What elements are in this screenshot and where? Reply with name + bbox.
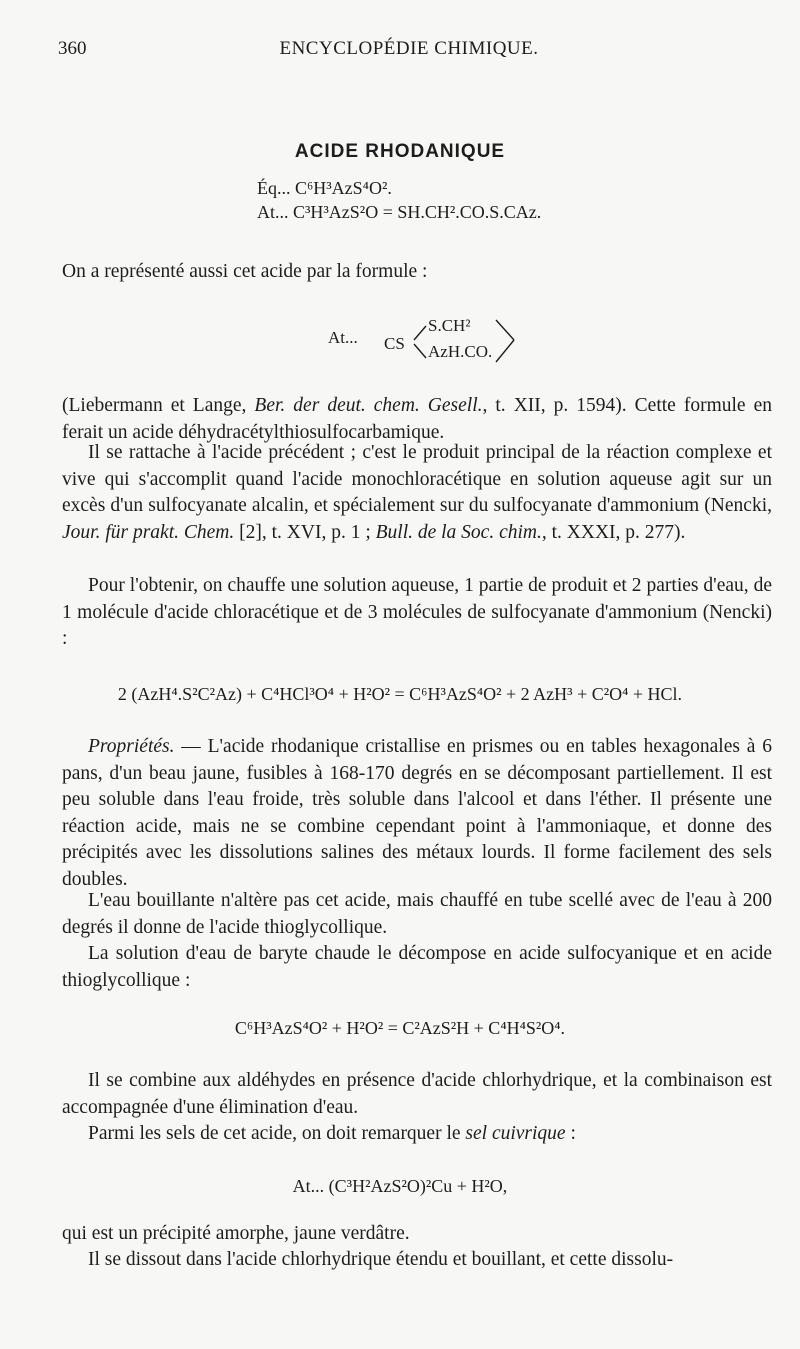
ref-rest: , t. XII, p. 1594). Cette formule en ferait un acide déhydracétylthiosulfocarbamique. — [62, 395, 772, 443]
dissolution-text: Il se dissout dans l'acide chlorhydrique étendu et bouillant, et cette dissolu- — [88, 1249, 674, 1270]
salts-colon: : — [565, 1123, 576, 1144]
preparation-text: Pour l'obtenir, on chauffe une solution aqueuse, 1 partie de produit et 2 parties d'eau, de 1 molécule d'acide chloracétique et de 3 molécules de sulfocyanate d'ammonium (Nencki) : — [62, 575, 772, 650]
precipitate-text: qui est un précipité amorphe, jaune verdâtre. — [62, 1223, 410, 1244]
section-title: ACIDE RHODANIQUE — [294, 141, 506, 162]
equivalent-formula: Éq... C⁶H³AzS⁴O². — [257, 178, 392, 198]
paragraph-baryta — [62, 941, 772, 994]
paragraph-dissolution — [62, 1247, 772, 1274]
paragraph-salts — [62, 1121, 772, 1148]
ref-journal: Ber. der deut. chem. Gesell. — [254, 395, 483, 416]
structure-core: CS — [384, 334, 405, 353]
running-title: ENCYCLOPÉDIE CHIMIQUE. — [279, 38, 539, 59]
atomic-formula: At... C³H³AzS²O = SH.CH².CO.S.CAz. — [257, 202, 542, 222]
structure-bonds — [328, 312, 528, 368]
intro-sentence: On a représenté aussi cet acide par la formule : — [62, 261, 428, 282]
origin-journal-1: Jour. für prakt. Chem. — [62, 521, 235, 543]
paragraph-properties — [62, 734, 772, 894]
paragraph-origin — [62, 440, 772, 546]
baryta-text: La solution d'eau de baryte chaude le décompose en acide sulfocyanique et en acide thioglycollique : — [62, 943, 772, 991]
reaction-equation-1: 2 (AzH⁴.S²C²Az) + C⁴HCl³O⁴ + H²O² = C⁶H³AzS⁴O² + 2 AzH³ + C²O⁴ + HCl. — [117, 684, 683, 704]
page-number: 360 — [58, 38, 87, 59]
reaction-equation-2: C⁶H³AzS⁴O² + H²O² = C²AzS²H + C⁴H⁴S²O⁴. — [234, 1018, 566, 1038]
origin-ref-2: , t. XXXI, p. 277). — [541, 521, 686, 543]
paragraph-boiling-water — [62, 888, 772, 941]
paragraph-precipitate — [62, 1221, 772, 1248]
ref-authors: (Liebermann et Lange, — [62, 395, 255, 416]
salts-text: Parmi les sels de cet acide, on doit remarquer le — [88, 1123, 466, 1144]
aldehydes-text: Il se combine aux aldéhydes en présence d'acide chlorhydrique, et la combinaison est accompagnée d'une élimination d'eau. — [62, 1070, 772, 1118]
structure-lower-branch: AzH.CO. — [428, 342, 493, 361]
properties-heading: Propriétés. — [88, 736, 175, 757]
salts-emphasis: sel cuivrique — [465, 1123, 566, 1144]
paragraph-aldehydes — [62, 1068, 772, 1121]
properties-text: — L'acide rhodanique cristallise en prismes ou en tables hexagonales à 6 pans, d'un beau jaune, fusibles à 168-170 degrés en se décomposant partiellement. Il est peu soluble dans l'eau froide, très soluble dans l'alcool et dans l'éther. Il présente une réaction acide, mais ne se combine cependant point à l'ammoniaque, et donne des précipités avec les dissolutions salines des métaux lourds. Il forme facilement des sels doubles. — [62, 736, 772, 890]
page-header — [58, 38, 760, 68]
structure-prefix: At... — [328, 328, 358, 347]
structure-upper-branch: S.CH² — [428, 316, 471, 335]
intro-text — [62, 259, 772, 286]
copper-salt-formula: At... (C³H²AzS²O)²Cu + H²O, — [292, 1176, 508, 1196]
structural-formula — [328, 312, 528, 368]
origin-text: Il se rattache à l'acide précédent ; c'est le produit principal de la réaction complexe et vive qui s'accomplit quand l'acide monochloracétique en solution aqueuse agit sur un excès d'un sulfocyanate alcalin, et spécialement sur du sulfocyanate d'ammonium (Nencki, — [62, 442, 772, 517]
origin-ref-1: [2], t. XVI, p. 1 ; — [234, 521, 376, 543]
boiling-water-text: L'eau bouillante n'altère pas cet acide, mais chauffé en tube scellé avec de l'eau à 200 degrés il donne de l'acide thioglycollique. — [62, 890, 772, 938]
paragraph-preparation — [62, 573, 772, 653]
paragraph-reference — [62, 393, 772, 446]
origin-journal-2: Bull. de la Soc. chim. — [375, 521, 542, 543]
